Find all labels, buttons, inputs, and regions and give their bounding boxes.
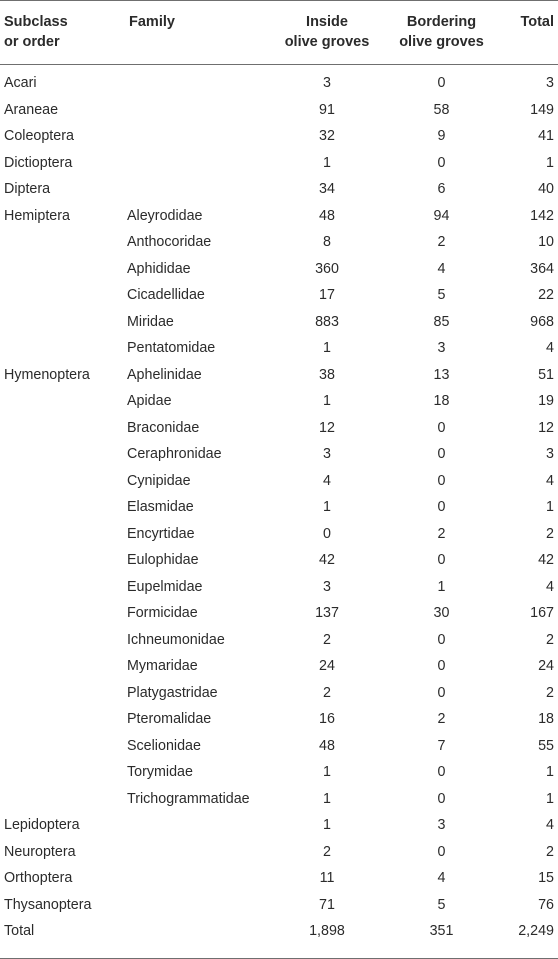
cell-bordering-count: 5 xyxy=(437,896,446,913)
cell-inside-count: 1 xyxy=(323,340,331,356)
cell-total-count: 22 xyxy=(538,287,554,303)
cell-subclass: Thysanoptera xyxy=(4,896,92,913)
cell-subclass xyxy=(0,786,125,813)
table-row xyxy=(0,706,558,733)
cell-inside-count: 0 xyxy=(323,525,331,542)
cell-inside-count: 1 xyxy=(323,499,331,515)
cell-subclass: Dictioptera xyxy=(4,154,73,171)
cell-subclass xyxy=(0,733,125,760)
table-row xyxy=(0,70,558,97)
cell-family: Ichneumonidae xyxy=(127,631,225,648)
cell-subclass xyxy=(0,547,125,574)
header-inside xyxy=(270,0,384,64)
cell-bordering-count: 9 xyxy=(437,128,446,144)
cell-family: Pteromalidae xyxy=(127,711,212,727)
totals-row xyxy=(0,918,558,945)
cell-total-count: 2 xyxy=(546,843,554,860)
cell-total-count: 55 xyxy=(538,737,554,754)
header-subclass-line1: Subclass xyxy=(4,14,68,30)
cell-subclass xyxy=(0,759,125,786)
cell-subclass xyxy=(0,494,125,521)
cell-inside-count: 883 xyxy=(315,313,339,330)
table-row xyxy=(0,521,558,548)
cell-family xyxy=(125,812,270,839)
table-row xyxy=(0,309,558,336)
cell-family xyxy=(125,70,270,97)
table-row xyxy=(0,282,558,309)
cell-subclass xyxy=(0,415,125,442)
cell-bordering-count: 0 xyxy=(437,75,446,91)
table-row xyxy=(0,494,558,521)
cell-family xyxy=(125,892,270,919)
cell-total-count: 18 xyxy=(538,711,554,727)
cell-family: Encyrtidae xyxy=(127,525,195,542)
cell-family: Anthocoridae xyxy=(127,234,212,250)
cell-bordering-count: 351 xyxy=(429,923,454,939)
table-row xyxy=(0,865,558,892)
cell-subclass xyxy=(0,627,125,654)
cell-total-count: 3 xyxy=(546,446,554,462)
cell-total-count: 4 xyxy=(546,578,554,595)
cell-total-count: 4 xyxy=(546,817,554,833)
cell-family: Aphididae xyxy=(127,260,191,277)
cell-bordering-count: 0 xyxy=(437,472,446,489)
header-subclass-line2: or order xyxy=(4,34,60,50)
cell-total-count: 12 xyxy=(538,419,554,436)
table-row xyxy=(0,123,558,150)
cell-subclass: Acari xyxy=(4,75,37,91)
cell-inside-count: 48 xyxy=(319,207,335,224)
cell-family: Eupelmidae xyxy=(127,578,203,595)
cell-bordering-count: 0 xyxy=(437,658,446,674)
cell-bordering-count: 0 xyxy=(437,154,446,171)
cell-subclass: Araneae xyxy=(4,101,59,118)
cell-subclass: Diptera xyxy=(4,181,51,197)
cell-inside-count: 1 xyxy=(323,764,331,780)
table-row xyxy=(0,176,558,203)
cell-subclass xyxy=(0,282,125,309)
cell-total-count: 142 xyxy=(530,207,554,224)
cell-bordering-count: 2 xyxy=(437,234,446,250)
table-row xyxy=(0,362,558,389)
cell-family xyxy=(125,176,270,203)
cell-family xyxy=(125,150,270,177)
cell-total-count: 3 xyxy=(546,75,554,91)
cell-inside-count: 34 xyxy=(319,181,335,197)
cell-family: Braconidae xyxy=(127,419,200,436)
cell-subclass xyxy=(0,309,125,336)
cell-bordering-count: 13 xyxy=(433,366,450,383)
cell-bordering-count: 0 xyxy=(437,552,446,568)
cell-bordering-count: 2 xyxy=(437,525,446,542)
table-row xyxy=(0,256,558,283)
cell-family: Ceraphronidae xyxy=(127,446,222,462)
cell-inside-count: 38 xyxy=(319,366,335,383)
cell-family: Aleyrodidae xyxy=(127,207,203,224)
cell-bordering-count: 5 xyxy=(437,287,446,303)
cell-bordering-count: 0 xyxy=(437,419,446,436)
cell-total-count: 1 xyxy=(546,499,554,515)
cell-inside-count: 17 xyxy=(319,287,335,303)
cell-inside-count: 24 xyxy=(319,658,335,674)
cell-bordering-count: 2 xyxy=(437,711,446,727)
cell-bordering-count: 18 xyxy=(433,393,450,409)
cell-bordering-count: 0 xyxy=(437,446,446,462)
cell-family xyxy=(125,123,270,150)
cell-total-count: 42 xyxy=(538,552,554,568)
cell-bordering-count: 4 xyxy=(437,260,446,277)
cell-bordering-count: 4 xyxy=(437,870,446,886)
cell-total-count: 149 xyxy=(530,101,554,118)
cell-total-count: 10 xyxy=(538,234,554,250)
table-row xyxy=(0,812,558,839)
cell-subclass xyxy=(0,521,125,548)
cell-bordering-count: 0 xyxy=(437,843,446,860)
cell-total-count: 4 xyxy=(546,340,554,356)
cell-total-count: 1 xyxy=(546,790,554,807)
cell-total-count: 1 xyxy=(546,154,554,171)
cell-family: Cynipidae xyxy=(127,472,191,489)
cell-inside-count: 2 xyxy=(323,843,331,860)
cell-total-count: 968 xyxy=(530,313,554,330)
table-header xyxy=(0,0,558,64)
cell-subclass xyxy=(0,256,125,283)
cell-bordering-count: 0 xyxy=(437,790,446,807)
cell-family: Aphelinidae xyxy=(127,366,202,383)
table-row xyxy=(0,733,558,760)
cell-bordering-count: 85 xyxy=(433,313,450,330)
cell-subclass: Orthoptera xyxy=(4,870,73,886)
cell-total-count: 76 xyxy=(538,896,554,913)
cell-bordering-count: 0 xyxy=(437,499,446,515)
table-row xyxy=(0,388,558,415)
cell-family xyxy=(125,839,270,866)
cell-inside-count: 32 xyxy=(319,128,335,144)
cell-family: Elasmidae xyxy=(127,499,194,515)
cell-inside-count: 3 xyxy=(323,578,331,595)
cell-inside-count: 2 xyxy=(323,684,331,701)
cell-inside-count: 12 xyxy=(319,419,335,436)
cell-subclass xyxy=(0,388,125,415)
header-subclass xyxy=(0,0,125,64)
cell-inside-count: 11 xyxy=(319,870,335,886)
cell-total-count: 24 xyxy=(538,658,554,674)
cell-family: Eulophidae xyxy=(127,552,199,568)
cell-total-count: 41 xyxy=(538,128,554,144)
table-row xyxy=(0,600,558,627)
cell-family: Cicadellidae xyxy=(127,287,205,303)
table-row xyxy=(0,97,558,124)
header-total xyxy=(499,0,558,64)
cell-family: Miridae xyxy=(127,313,174,330)
table-row xyxy=(0,627,558,654)
table-row xyxy=(0,441,558,468)
cell-total-count: 2 xyxy=(546,684,554,701)
cell-family: Mymaridae xyxy=(127,658,198,674)
cell-family: Trichogrammatidae xyxy=(127,790,250,807)
cell-subclass: Neuroptera xyxy=(4,843,76,860)
header-family xyxy=(125,0,270,64)
cell-inside-count: 2 xyxy=(323,631,331,648)
cell-subclass xyxy=(0,574,125,601)
cell-bordering-count: 6 xyxy=(437,181,446,197)
cell-family xyxy=(125,865,270,892)
cell-family: Pentatomidae xyxy=(127,340,216,356)
cell-inside-count: 1 xyxy=(323,817,331,833)
cell-bordering-count: 3 xyxy=(437,340,446,356)
cell-subclass: Coleoptera xyxy=(4,128,74,144)
cell-inside-count: 16 xyxy=(319,711,335,727)
cell-total-count: 4 xyxy=(546,472,554,489)
cell-subclass xyxy=(0,441,125,468)
header-row xyxy=(0,0,558,64)
table-row xyxy=(0,468,558,495)
cell-family: Platygastridae xyxy=(127,684,218,701)
cell-bordering-count: 0 xyxy=(437,684,446,701)
cell-subclass xyxy=(0,335,125,362)
cell-subclass xyxy=(0,600,125,627)
cell-subclass xyxy=(0,706,125,733)
cell-total-count: 2 xyxy=(546,631,554,648)
table-row xyxy=(0,759,558,786)
table-row xyxy=(0,680,558,707)
header-family-label: Family xyxy=(129,14,175,30)
cell-inside-count: 71 xyxy=(319,896,335,913)
cell-bordering-count: 58 xyxy=(433,101,450,118)
cell-inside-count: 8 xyxy=(323,234,331,250)
cell-family xyxy=(125,918,270,945)
cell-inside-count: 1 xyxy=(323,790,331,807)
cell-total-count: 2,249 xyxy=(518,923,554,939)
cell-subclass: Hymenoptera xyxy=(4,366,90,383)
table-body xyxy=(0,64,558,945)
cell-inside-count: 3 xyxy=(323,75,331,91)
cell-inside-count: 4 xyxy=(323,472,331,489)
cell-family: Formicidae xyxy=(127,605,198,621)
cell-inside-count: 3 xyxy=(323,446,331,462)
cell-subclass: Lepidoptera xyxy=(4,817,80,833)
cell-bordering-count: 0 xyxy=(437,764,446,780)
header-bordering-line1: Bordering xyxy=(406,14,477,30)
header-bordering xyxy=(384,0,499,64)
cell-bordering-count: 0 xyxy=(437,631,446,648)
cell-family: Torymidae xyxy=(127,764,193,780)
cell-inside-count: 360 xyxy=(315,260,339,277)
cell-total-count: 364 xyxy=(530,260,554,277)
table-row xyxy=(0,892,558,919)
cell-inside-count: 1 xyxy=(323,393,331,409)
table-row xyxy=(0,653,558,680)
cell-total-count: 15 xyxy=(538,870,554,886)
cell-subclass xyxy=(0,653,125,680)
header-total-label: Total xyxy=(520,14,554,30)
table-row xyxy=(0,229,558,256)
table-row xyxy=(0,150,558,177)
table-row xyxy=(0,839,558,866)
cell-bordering-count: 30 xyxy=(433,605,450,621)
table-row xyxy=(0,574,558,601)
header-inside-line1: Inside xyxy=(306,14,348,30)
header-inside-line2: olive groves xyxy=(284,34,370,50)
cell-subclass: Hemiptera xyxy=(4,207,70,224)
table-row xyxy=(0,415,558,442)
cell-bordering-count: 94 xyxy=(433,207,450,224)
cell-bordering-count: 1 xyxy=(437,578,446,595)
cell-inside-count: 42 xyxy=(319,552,335,568)
cell-bordering-count: 7 xyxy=(437,737,446,754)
cell-inside-count: 91 xyxy=(319,101,335,118)
cell-family xyxy=(125,97,270,124)
table-row xyxy=(0,547,558,574)
cell-subclass xyxy=(0,229,125,256)
cell-total-count: 19 xyxy=(538,393,554,409)
cell-inside-count: 1,898 xyxy=(309,923,345,939)
cell-total-count: 51 xyxy=(538,366,554,383)
cell-inside-count: 1 xyxy=(323,154,331,171)
cell-total-count: 40 xyxy=(538,181,554,197)
cell-bordering-count: 3 xyxy=(437,817,446,833)
cell-total-count: 167 xyxy=(530,605,554,621)
table-row xyxy=(0,335,558,362)
cell-total-count: 1 xyxy=(546,764,554,780)
cell-total-count: 2 xyxy=(546,525,554,542)
table-row xyxy=(0,203,558,230)
cell-inside-count: 48 xyxy=(319,737,335,754)
cell-subclass: Total xyxy=(4,923,35,939)
cell-family: Apidae xyxy=(127,393,172,409)
cell-inside-count: 137 xyxy=(315,605,339,621)
cell-subclass xyxy=(0,468,125,495)
cell-subclass xyxy=(0,680,125,707)
header-bordering-line2: olive groves xyxy=(399,34,484,50)
cell-family: Scelionidae xyxy=(127,737,201,754)
table-row xyxy=(0,786,558,813)
